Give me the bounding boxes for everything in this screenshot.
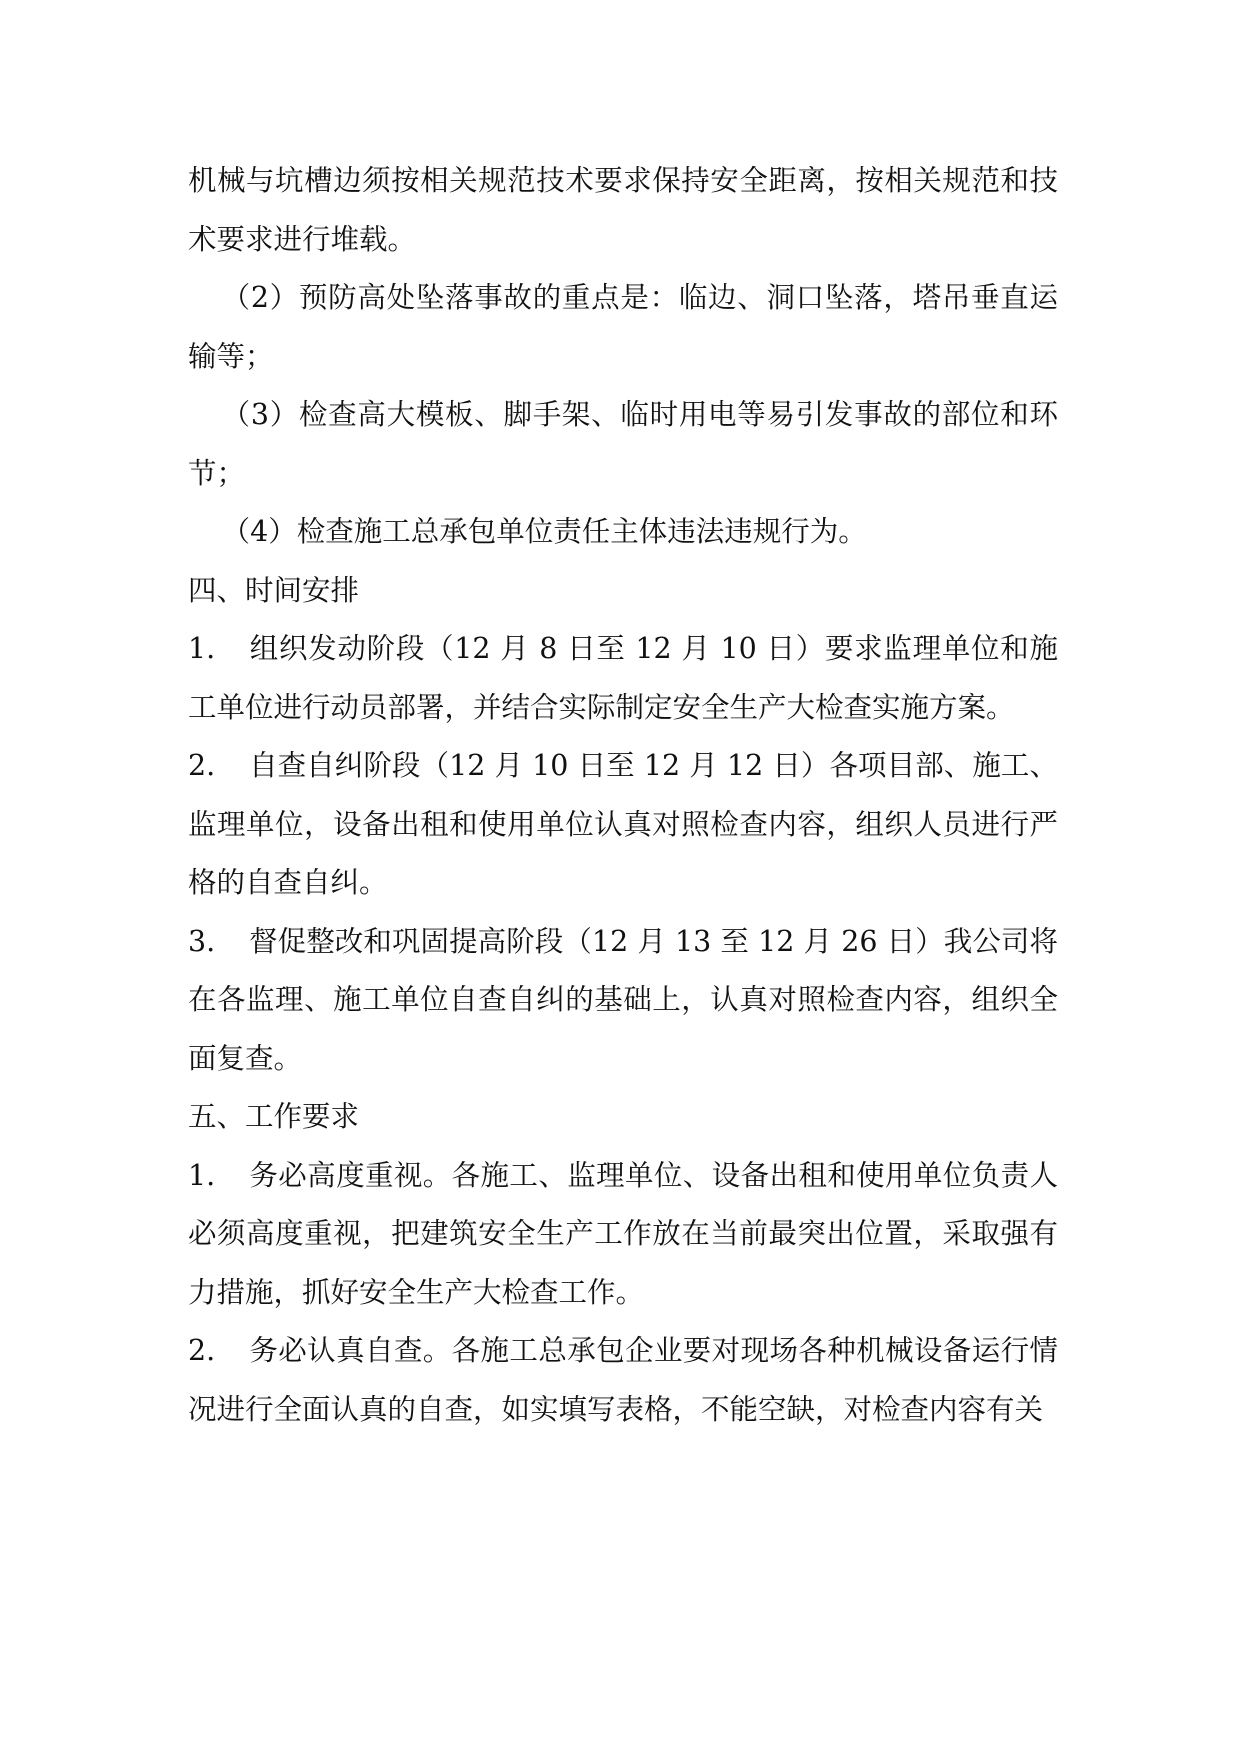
list-item-text: 组织发动阶段（12 月 8 日至 12 月 10 日）要求监理单位和施工单位进行动员部署，并结合实际制定安全生产大检查实施方案。 bbox=[188, 632, 1058, 724]
list-item-number: 3. bbox=[188, 924, 216, 958]
section-heading-requirements: 五、工作要求 bbox=[188, 1100, 360, 1133]
list-item-text: 自查自纠阶段（12 月 10 日至 12 月 12 日）各项目部、施工、监理单位，设备出租和使用单位认真对照检查内容，组织人员进行严格的自查自纠。 bbox=[188, 749, 1058, 899]
paragraph-continued: 机械与坑槽边须按相关规范技术要求保持安全距离，按相关规范和技术要求进行堆载。 bbox=[188, 164, 1058, 256]
list-item bbox=[188, 1322, 1058, 1439]
list-item bbox=[188, 620, 1058, 737]
list-item bbox=[188, 1147, 1058, 1323]
section-heading-schedule: 四、时间安排 bbox=[188, 573, 360, 607]
list-item-number: 1. bbox=[188, 632, 216, 665]
paragraph-item-2: （2）预防高处坠落事故的重点是：临边、洞口坠落，塔吊垂直运输等； bbox=[188, 281, 1058, 373]
list-item bbox=[188, 913, 1058, 1089]
list-item-number: 2. bbox=[188, 749, 216, 782]
paragraph-item-4: （4）检查施工总承包单位责任主体违法违规行为。 bbox=[221, 515, 867, 548]
list-item bbox=[188, 737, 1058, 913]
list-item-text: 务必认真自查。各施工总承包企业要对现场各种机械设备运行情况进行全面认真的自查，如实填写表格，不能空缺，对检查内容有关 bbox=[188, 1334, 1058, 1426]
document-body bbox=[188, 152, 1058, 1439]
list-item-text: 务必高度重视。各施工、监理单位、设备出租和使用单位负责人必须高度重视，把建筑安全生产工作放在当前最突出位置，采取强有力措施，抓好安全生产大检查工作。 bbox=[188, 1158, 1058, 1309]
list-item-number: 1. bbox=[188, 1158, 216, 1192]
list-item-text: 督促整改和巩固提高阶段（12 月 13 至 12 月 26 日）我公司将在各监理、施工单位自查自纠的基础上，认真对照检查内容，组织全面复查。 bbox=[188, 924, 1058, 1075]
paragraph-item-3: （3）检查高大模板、脚手架、临时用电等易引发事故的部位和环节； bbox=[188, 398, 1058, 490]
list-item-number: 2. bbox=[188, 1334, 216, 1367]
